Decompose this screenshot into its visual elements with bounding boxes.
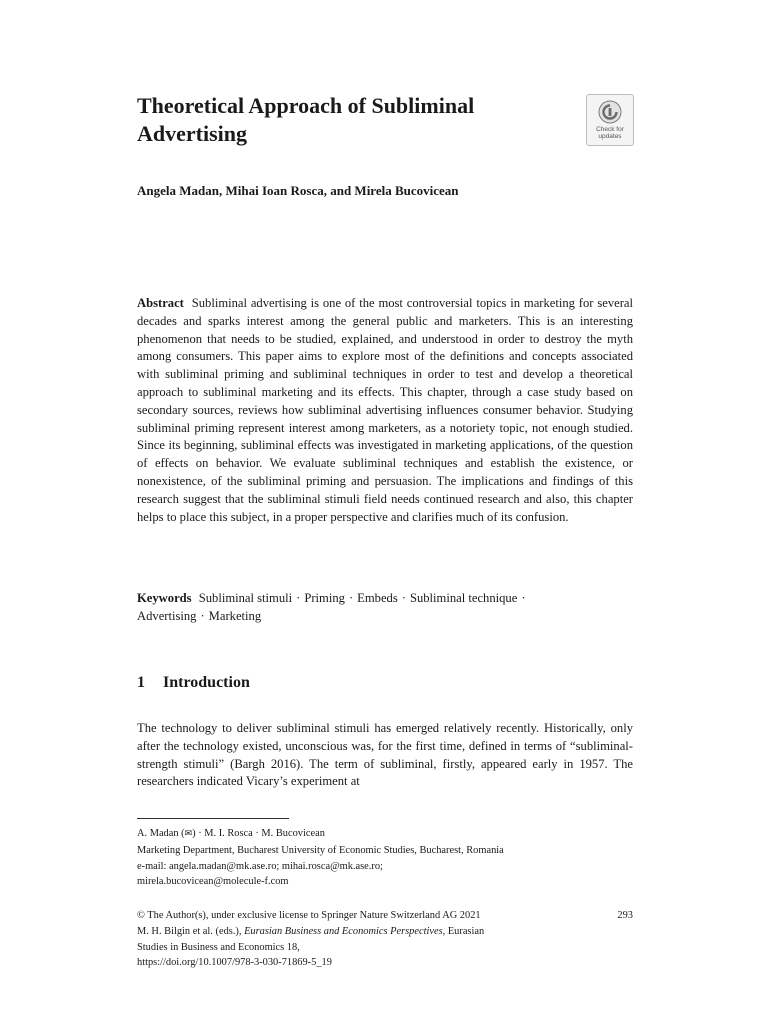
keyword-item: Marketing [208, 608, 262, 623]
check-for-updates-label: Check for updates [596, 126, 624, 140]
abstract-label: Abstract [137, 296, 184, 310]
keyword-separator: · [200, 608, 205, 623]
page-number: 293 [617, 910, 633, 921]
copyright-block [137, 908, 633, 971]
footnote-email[interactable]: mirela.bucovicean@molecule-f.com [137, 876, 289, 888]
section-title: Introduction [163, 674, 250, 691]
keyword-separator: · [401, 591, 406, 605]
intro-paragraph: The technology to deliver subliminal stimuli has emerged relatively recently. Historically, only after the technology existed, unconscious was, for the first time, defined in terms of “subliminal-strength stimuli” (Bargh 2016). The term of subliminal, firstly, appeared early in 1957. The researchers indicated Vicary’s experiment at [137, 721, 633, 789]
abstract [137, 295, 633, 526]
keyword-item: Priming [304, 591, 345, 605]
keyword-item: Embeds [357, 591, 398, 605]
check-for-updates-badge[interactable] [586, 94, 634, 146]
author-list: Angela Madan, Mihai Ioan Rosca, and Mirela Bucovicean [137, 183, 459, 198]
series-line: Studies in Business and Economics 18, [137, 941, 300, 953]
footnote-email[interactable]: e-mail: angela.madan@mk.ase.ro; mihai.rosca@mk.ase.ro; [137, 860, 383, 872]
keywords-label: Keywords [137, 591, 192, 605]
doi-link[interactable]: https://doi.org/10.1007/978-3-030-71869-5_19 [137, 957, 332, 969]
book-title: Eurasian Business and Economics Perspectives [244, 925, 443, 937]
section-number: 1 [137, 674, 145, 691]
keyword-separator: · [521, 591, 526, 605]
copyright-line: © The Author(s), under exclusive license to Springer Nature Switzerland AG 2021 [137, 910, 481, 921]
keyword-separator: · [296, 591, 301, 605]
section-heading [137, 674, 633, 692]
keywords [137, 590, 633, 626]
footnote-affiliation: Marketing Department, Bucharest University of Economic Studies, Bucharest, Romania [137, 844, 504, 856]
author-footnote [137, 826, 633, 890]
check-for-updates-icon [598, 100, 622, 124]
footnote-divider [137, 818, 289, 819]
keyword-item: Subliminal stimuli [198, 591, 293, 605]
footnote-authors: A. Madan (✉) · M. I. Rosca · M. Bucovicean [137, 826, 633, 843]
envelope-icon: ✉ [184, 829, 193, 839]
book-citation: M. H. Bilgin et al. (eds.), Eurasian Business and Economics Perspectives, Eurasian [137, 925, 485, 937]
abstract-text: Subliminal advertising is one of the most controversial topics in marketing for several decades and sparks interest among the general public and marketers. This is an interesting phenomenon that needs to be studied, explained, and understood in order to destroy the myth among consumers. This paper aims to explore most of the definitions and concepts associated with subliminal priming and subliminal techniques in order to test and develop a theoretical approach to subliminal marketing and its effects. This chapter, through a case study based on secondary sources, reviews how subliminal advertising influences consumer behavior. Studying subliminal priming represent interest among marketers, as a notoriety topic, not enough studied. Since its beginning, subliminal effects was investigated in marketing applications, of the question of effects on behavior. We evaluate subliminal techniques and establish the existence, or nonexistence, of the subliminal priming and persuasion. The implications and findings of this research suggest that the subliminal stimuli field needs continued research and also, this chapter helps to place this subject, in a proper perspective and clarifies much of its confusion. [137, 296, 633, 524]
keyword-item: Advertising [137, 608, 197, 623]
keyword-separator: · [348, 591, 354, 605]
paper-title: Theoretical Approach of Subliminal Advertising [137, 93, 475, 146]
keyword-item: Subliminal technique [409, 591, 518, 605]
